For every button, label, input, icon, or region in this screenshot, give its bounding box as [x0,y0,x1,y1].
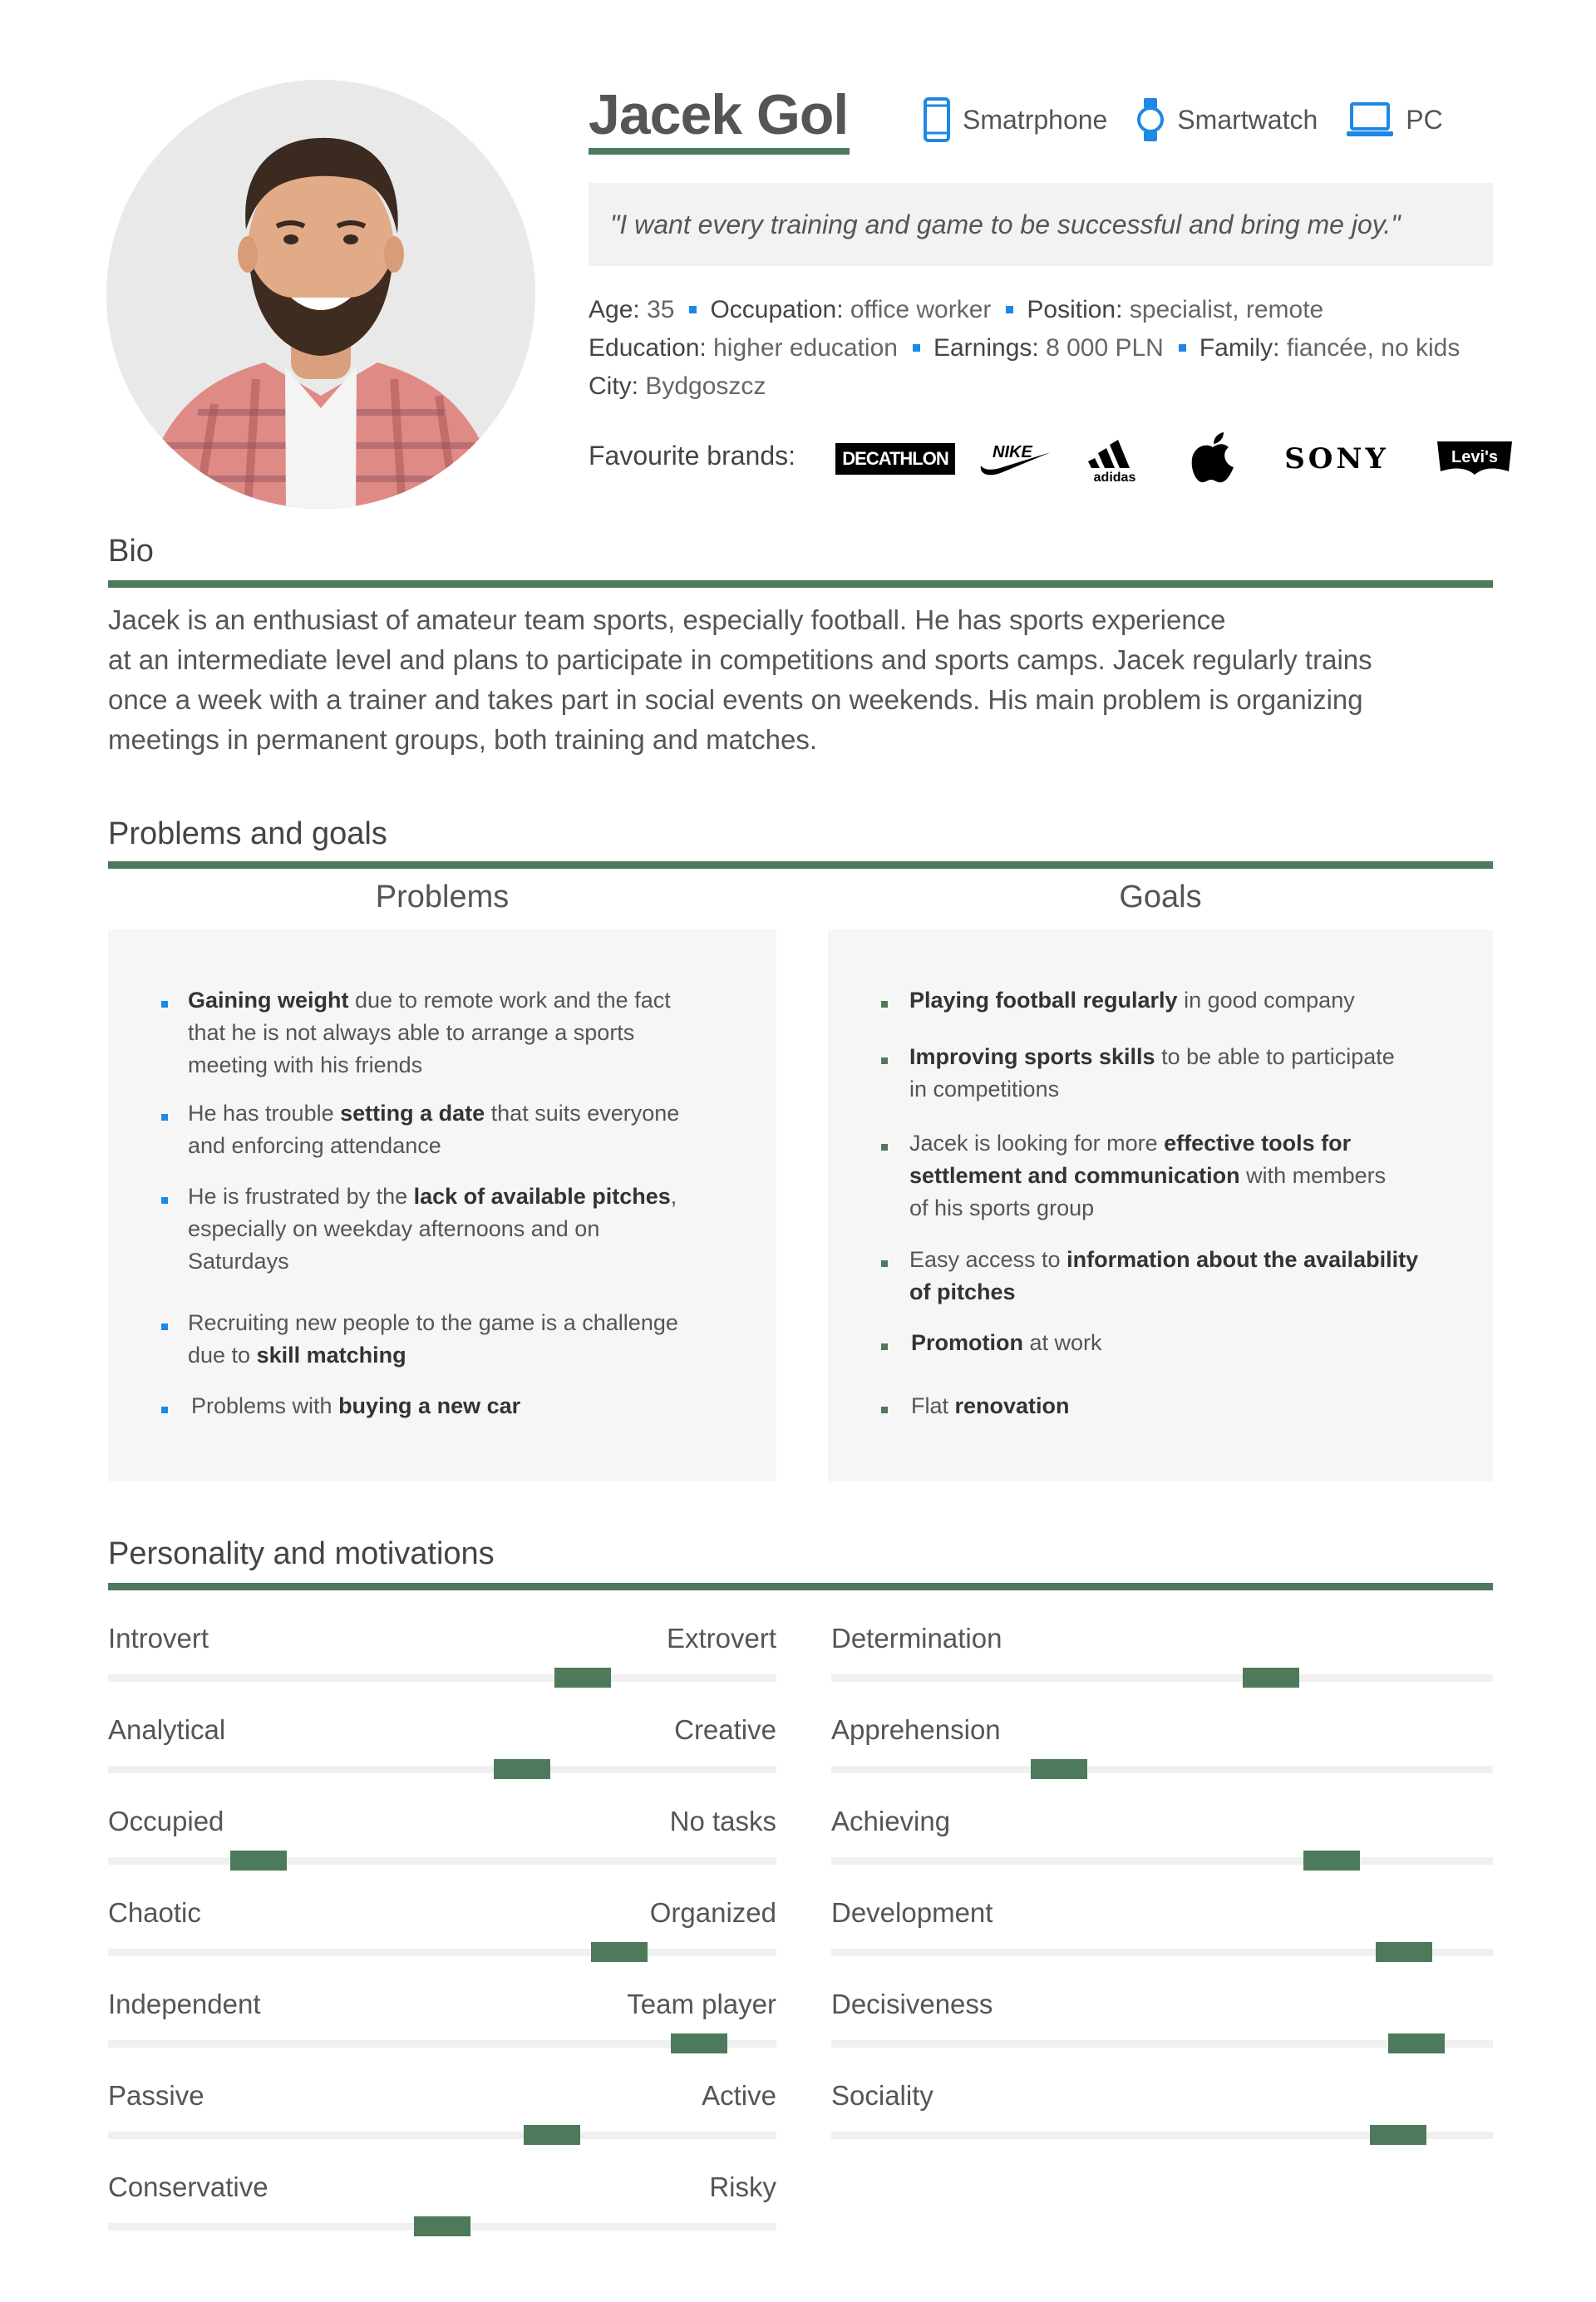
motivation-slider-track [831,1674,1493,1682]
bullet-marker [881,1144,888,1151]
persona-name: Jacek Gol [589,83,849,146]
trait-right-label: Organized [649,1897,776,1928]
bullet-marker [161,1001,168,1008]
facts-row [589,367,1520,406]
facts-row [589,329,1520,367]
section-rule [108,1583,1493,1590]
brand-logo-text: NIKE [993,443,1032,461]
text: Flat [911,1393,955,1418]
fact-value: 8 000 PLN [1046,334,1164,362]
device-label: Smartwatch [1177,104,1318,135]
trait-right-label: Creative [674,1714,776,1745]
fact-value: higher education [713,334,898,362]
text: Saturdays [188,1249,289,1274]
brand-nike-logo [974,432,1057,486]
trait-left-label: Conservative [108,2171,268,2202]
facts-row [589,291,1520,329]
bio-line: meetings in permanent groups, both training and matches. [108,724,818,755]
emphasis: settlement and communication [909,1163,1240,1188]
emphasis: Promotion [911,1330,1023,1355]
problem-item [188,1097,679,1162]
trait-slider-track [108,2132,776,2139]
goals-panel [828,929,1493,1481]
text: He has trouble [188,1101,341,1126]
apple-icon [1190,432,1235,486]
problem-item [188,1307,678,1372]
emphasis: setting a date [340,1101,485,1126]
trait-left-label: Occupied [108,1806,224,1836]
text: at work [1023,1330,1102,1355]
trait-left-label: Passive [108,2080,204,2111]
trait-left-label: Chaotic [108,1897,201,1928]
bullet-separator [1006,306,1013,313]
fact-value: Bydgoszcz [645,372,766,400]
problem-item [188,1181,677,1278]
trait-slider-marker [414,2216,470,2236]
brand-logo-text: SONY [1284,442,1389,476]
trait-slider-marker [230,1851,287,1871]
trait-right-label: Team player [627,1989,776,2019]
trait-right-label: No tasks [669,1806,776,1836]
bio-line: once a week with a trainer and takes part in social events on weekends. His main problem is organizing [108,684,1363,715]
motivation-slider-marker [1370,2125,1426,2145]
emphasis: of pitches [909,1279,1016,1304]
trait-left-label: Independent [108,1989,261,2019]
persona-quote: "I want every training and game to be successful and bring me joy." [589,183,1493,266]
fact-label: Occupation: [710,296,844,323]
motivation-label: Development [831,1897,993,1928]
fact-value: 35 [647,296,675,323]
bullet-marker [881,1057,888,1064]
person-portrait-illustration [106,80,535,509]
brand-sony-logo [1270,432,1403,486]
bio-text [108,600,1505,760]
text: with members [1239,1163,1387,1188]
brand-logo-text: adidas [1093,471,1136,483]
emphasis: skill matching [256,1343,406,1368]
motivation-label: Decisiveness [831,1989,993,2019]
trait-slider-track [108,1766,776,1773]
motivation-label: Sociality [831,2080,933,2111]
trait-right-label: Extrovert [666,1623,776,1654]
problem-item [191,1390,520,1422]
name-underline [589,148,850,155]
fact-value: fiancée, no kids [1286,334,1461,362]
trait-slider-marker [591,1942,648,1962]
text: meeting with his friends [188,1052,423,1077]
motivation-label: Determination [831,1623,1002,1654]
emphasis: lack of available pitches [413,1184,671,1209]
text: in good company [1177,988,1355,1013]
fact-value: specialist, remote [1129,296,1324,323]
avatar-photo [106,80,535,509]
text: that he is not always able to arrange a sports [188,1020,635,1045]
fact-label: Age: [589,296,640,323]
goal-item [909,984,1355,1017]
motivation-slider-marker [1376,1942,1432,1962]
text: of his sports group [909,1195,1095,1220]
emphasis: buying a new car [338,1393,521,1418]
section-title-problems-goals: Problems and goals [108,816,387,851]
text: due to remote work and the fact [348,988,671,1013]
levis-batwing-icon [1436,438,1514,480]
text: He is frustrated by the [188,1184,414,1209]
trait-slider-track [108,1949,776,1956]
trait-right-label: Risky [709,2171,776,2202]
bullet-marker [161,1197,168,1204]
emphasis: effective tools for [1164,1131,1352,1156]
bullet-marker [161,1324,168,1330]
motivation-slider-marker [1031,1759,1087,1779]
trait-slider-marker [671,2033,727,2053]
trait-left-label: Analytical [108,1714,226,1745]
text: and enforcing attendance [188,1133,441,1158]
smartwatch-icon [1135,96,1165,143]
device-label: PC [1406,104,1443,135]
problems-panel [108,929,776,1481]
fact-label: City: [589,372,638,400]
goal-item [909,1041,1395,1106]
emphasis: information about the availability [1066,1247,1419,1272]
goal-item [911,1327,1102,1359]
bullet-marker [881,1407,888,1413]
bullet-separator [913,344,920,352]
section-title-bio: Bio [108,534,154,569]
text: that suits everyone [485,1101,680,1126]
text: due to [188,1343,257,1368]
bullet-separator [689,306,697,313]
goal-item [909,1127,1386,1225]
text: in competitions [909,1077,1060,1102]
device-smartwatch [1135,96,1318,143]
persona-facts [589,291,1520,406]
motivation-label: Apprehension [831,1714,1001,1745]
laptop-icon [1346,101,1394,138]
goal-item [911,1390,1070,1422]
adidas-stripes-icon [1081,435,1148,483]
goals-heading: Goals [1119,880,1202,914]
favourite-brands-label: Favourite brands: [589,441,796,471]
motivation-slider-marker [1243,1668,1299,1688]
nike-swoosh-icon [978,439,1054,479]
device-smartphone [923,96,1107,143]
section-rule [108,580,1493,588]
fact-label: Education: [589,334,707,362]
fact-label: Earnings: [933,334,1039,362]
bio-line: Jacek is an enthusiast of amateur team sports, especially football. He has sports experience [108,604,1226,635]
emphasis: Improving sports skills [909,1044,1155,1069]
bullet-marker [161,1114,168,1121]
device-list [923,93,1443,146]
text: Problems with [191,1393,339,1418]
brand-adidas-logo [1079,432,1150,486]
brand-levis-logo [1433,432,1516,486]
emphasis: Playing football regularly [909,988,1178,1013]
fact-value: office worker [850,296,992,323]
goal-item [909,1244,1418,1309]
trait-slider-marker [554,1668,611,1688]
motivation-slider-marker [1303,1851,1360,1871]
section-rule [108,861,1493,869]
bio-line: at an intermediate level and plans to participate in competitions and sports camps. Jacek regularly trains [108,644,1372,675]
motivation-slider-track [831,1857,1493,1865]
device-label: Smatrphone [963,104,1108,135]
text: especially on weekday afternoons and on [188,1216,600,1241]
trait-right-label: Active [702,2080,776,2111]
bullet-marker [881,1343,888,1350]
motivation-slider-marker [1388,2033,1445,2053]
device-pc [1346,101,1442,138]
text: Easy access to [909,1247,1067,1272]
fact-label: Position: [1027,296,1123,323]
trait-slider-marker [524,2125,580,2145]
trait-slider-track [108,1857,776,1865]
motivation-label: Achieving [831,1806,951,1836]
smartphone-icon [923,96,951,143]
problem-item [188,984,671,1082]
brand-decathlon-logo [841,432,949,486]
emphasis: Gaining weight [188,988,349,1013]
brand-apple-logo [1184,432,1242,486]
trait-slider-marker [494,1759,550,1779]
trait-left-label: Introvert [108,1623,209,1654]
text: , [670,1184,677,1209]
bullet-separator [1179,344,1186,352]
brand-logo-text: Levi's [1451,448,1498,466]
text: Recruiting new people to the game is a challenge [188,1310,678,1335]
brand-logo-text: DECATHLON [835,443,954,475]
section-title-personality: Personality and motivations [108,1536,495,1571]
text: Jacek is looking for more [909,1131,1165,1156]
bullet-marker [881,1001,888,1008]
text: to be able to participate [1155,1044,1395,1069]
bullet-marker [881,1260,888,1267]
motivation-slider-track [831,1766,1493,1773]
fact-label: Family: [1199,334,1280,362]
emphasis: renovation [954,1393,1070,1418]
trait-slider-track [108,1674,776,1682]
bullet-marker [161,1407,168,1413]
problems-heading: Problems [375,880,510,914]
